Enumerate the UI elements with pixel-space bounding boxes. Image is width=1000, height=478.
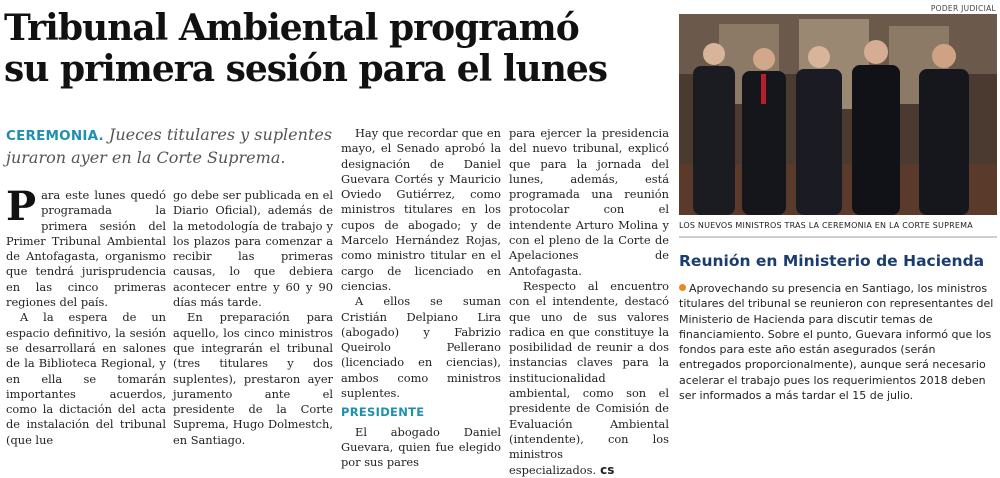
sidebar-body: Aprovechando su presencia en Santiago, los ministros titulares del tribunal se reunieron con representantes del Ministerio de Hacienda para discutir temas de financiamiento. Sobre el punto, Guevara informó que los fondos para este año están asegurados (serán entregados proporcionalmente), aunque será necesario acelerar el trabajo pues los requerimientos 2018 deben ser informados a más tardar el 15 de julio. — [679, 282, 994, 403]
drop-cap: P — [6, 183, 37, 230]
end-mark: cs — [600, 462, 615, 477]
article-paragraph-4: Hay que recordar que en mayo, el Senado aprobó la designación de Daniel Guevara Cortés y Mauricio Oviedo Gutiérrez, como ministros titulares en los cupos de abogado; y de Marcelo Hernández Rojas, como ministro titular en el cargo de licenciado en ciencias. — [341, 126, 501, 293]
article-paragraph-7: Respecto al encuentro con el intendente, destacó que uno de sus valores radica en que constituye la posibilidad de reunir a dos instancias claves para la institucionalidad ambiental, como son el presidente de Comisión de Evaluación Ambiental (intendente), con los ministros especializados. cs — [509, 278, 669, 477]
source-label: PODER JUDICIAL — [930, 4, 996, 13]
ministers-photo — [679, 14, 997, 215]
article-paragraph-6-cont: para ejercer la presidencia del nuevo tribunal, explicó que para la jornada del lunes, además, está programada una reunión protocolar con el intendente Arturo Molina y con el pleno de la Corte de Apelaciones de Antofagasta. — [509, 126, 669, 278]
article-column-3 — [341, 126, 501, 470]
article-paragraph-3: En preparación para aquello, los cinco ministros que integrarán el tribunal (tres titulares y dos suplentes), prestaron ayer juramento ante el presidente de la Corte Suprema, Hugo Dolmestch, en Santiago. — [173, 310, 333, 447]
bullet-icon — [679, 284, 686, 291]
kicker-dek: Jueces titulares y suplentes juraron ayer en la Corte Suprema. — [6, 125, 333, 167]
article-paragraph-6: El abogado Daniel Guevara, quien fue elegido por sus pares — [341, 424, 501, 470]
article-column-2 — [173, 188, 333, 448]
article-paragraph-2-cont: go debe ser publicada en el Diario Oficial), además de la metodología de trabajo y los plazos para comenzar a recibir las primeras causas, lo que debiera acontecer entre y 60 y 90 días más tarde. — [173, 188, 333, 310]
headline — [4, 8, 666, 90]
ministers-photo-illustration — [679, 14, 997, 215]
sidebar-divider — [679, 236, 997, 238]
article-paragraph-2: A la espera de un espacio definitivo, la sesión se desarrollará en salones de la Biblioteca Regional, y en ella se tomarán importantes acuerdos, como la dictación del acta de instalación del tribunal (que lue — [6, 310, 166, 447]
headline-line-1: Tribunal Ambiental programó — [4, 7, 579, 49]
kicker — [6, 124, 341, 168]
subhead-presidente: PRESIDENTE — [341, 405, 425, 420]
article-paragraph-1: Para este lunes quedó programada la primera sesión del Primer Tribunal Ambiental de Antofagasta, organismo que tendrá jurisprudencia en las cinco primeras regiones del país. — [6, 183, 166, 310]
sidebar-heading: Reunión en Ministerio de Hacienda — [679, 252, 985, 270]
headline-line-2: su primera sesión para el lunes — [4, 48, 608, 90]
article-column-1 — [6, 183, 166, 472]
article-paragraph-5: A ellos se suman Cristián Delpiano Lira (abogado) y Fabrizio Queirolo Pellerano (licenciado en ciencias), ambos como ministros suplentes. — [341, 294, 501, 401]
kicker-label: CEREMONIA. — [6, 128, 104, 144]
photo-caption: LOS NUEVOS MINISTROS TRAS LA CEREMONIA EN LA CORTE SUPREMA — [679, 221, 973, 230]
article-column-4 — [509, 126, 669, 478]
